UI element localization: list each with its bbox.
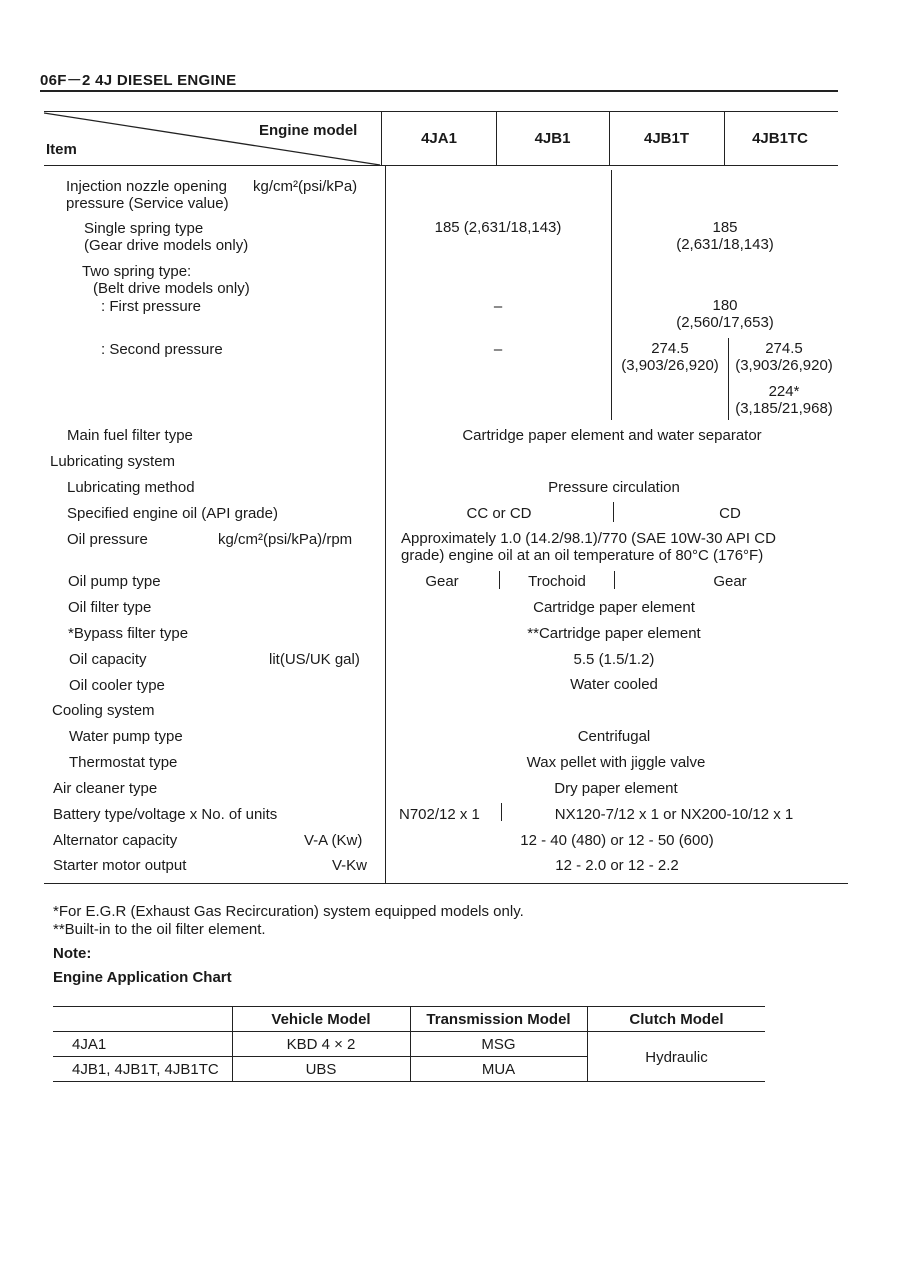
table-bottom-rule xyxy=(44,883,848,884)
chart-header-rule xyxy=(53,1031,765,1032)
corner-item: Item xyxy=(46,141,77,158)
col-header-4jb1tc: 4JB1TC xyxy=(752,130,808,147)
divider-4jb1-4jb1t-body xyxy=(611,170,612,420)
injection-unit: kg/cm²(psi/kPa) xyxy=(253,178,358,195)
bypass-filter-label: *Bypass filter type xyxy=(68,625,189,642)
thermostat-label: Thermostat type xyxy=(69,754,178,771)
main-fuel-filter-value: Cartridge paper element and water separator xyxy=(462,427,762,444)
oil-pressure-value-1: Approximately 1.0 (14.2/98.1)/770 (SAE 10W-30 API CD xyxy=(401,530,776,547)
col-header-4ja1: 4JA1 xyxy=(421,130,457,147)
header-rule xyxy=(40,90,838,92)
chart-row-transmission: MUA xyxy=(481,1061,516,1078)
chart-header-transmission: Transmission Model xyxy=(426,1011,571,1028)
oil-capacity-unit: lit(US/UK gal) xyxy=(269,651,360,668)
water-pump-value: Centrifugal xyxy=(577,728,651,745)
starter-unit: V-Kw xyxy=(332,857,368,874)
chart-clutch-value: Hydraulic xyxy=(645,1049,708,1066)
oil-cooler-label: Oil cooler type xyxy=(69,677,165,694)
second-pressure-4jb1tc-4: (3,185/21,968) xyxy=(735,400,833,417)
engine-oil-value-left: CC or CD xyxy=(466,505,532,522)
lubricating-method-value: Pressure circulation xyxy=(548,479,680,496)
single-spring-value-right-1: 185 xyxy=(712,219,738,236)
col-divider-item xyxy=(385,165,386,883)
battery-value-4ja1: N702/12 x 1 xyxy=(399,806,480,823)
chart-row-rule xyxy=(53,1056,587,1057)
chart-row-vehicle: KBD 4 × 2 xyxy=(286,1036,356,1053)
corner-engine-model: Engine model xyxy=(259,122,358,139)
application-chart-title: Engine Application Chart xyxy=(53,969,232,986)
second-pressure-4jb1t-1: 274.5 xyxy=(651,340,689,357)
engine-oil-label: Specified engine oil (API grade) xyxy=(67,505,278,522)
lubricating-method-label: Lubricating method xyxy=(67,479,195,496)
air-cleaner-label: Air cleaner type xyxy=(53,780,158,797)
alternator-value: 12 - 40 (480) or 12 - 50 (600) xyxy=(520,832,714,849)
chart-bottom-rule xyxy=(53,1081,765,1082)
engine-oil-value-right: CD xyxy=(719,505,741,522)
col-header-4jb1t: 4JB1T xyxy=(643,130,690,147)
chart-header-clutch: Clutch Model xyxy=(629,1011,724,1028)
chart-row-transmission: MSG xyxy=(481,1036,516,1053)
divider-oil-pump-b xyxy=(614,571,615,589)
chart-row-engine: 4JA1 xyxy=(72,1036,107,1053)
footnote-egr: *For E.G.R (Exhaust Gas Recircuration) system equipped models only. xyxy=(53,903,524,920)
single-spring-label-2: (Gear drive models only) xyxy=(84,237,249,254)
oil-pump-right: Gear xyxy=(713,573,747,590)
col-header-4jb1: 4JB1 xyxy=(534,130,571,147)
single-spring-value-left: 185 (2,631/18,143) xyxy=(434,219,562,236)
two-spring-label-2: (Belt drive models only) xyxy=(93,280,250,297)
second-pressure-4jb1tc-2: (3,903/26,920) xyxy=(735,357,833,374)
first-pressure-right-2: (2,560/17,653) xyxy=(676,314,774,331)
oil-capacity-label: Oil capacity xyxy=(69,651,147,668)
single-spring-label-1: Single spring type xyxy=(84,220,204,237)
lubricating-system-label: Lubricating system xyxy=(50,453,176,470)
footnote-builtin: **Built-in to the oil filter element. xyxy=(53,921,266,938)
oil-capacity-value: 5.5 (1.5/1.2) xyxy=(573,651,655,668)
battery-value-rest: NX120-7/12 x 1 or NX200-10/12 x 1 xyxy=(554,806,794,823)
second-pressure-4jb1tc-3: 224* xyxy=(768,383,800,400)
injection-label-line2: pressure (Service value) xyxy=(66,195,229,212)
oil-filter-label: Oil filter type xyxy=(68,599,152,616)
corner-diagonal xyxy=(44,111,384,167)
chart-header-vehicle: Vehicle Model xyxy=(271,1011,371,1028)
first-pressure-left: – xyxy=(493,298,503,315)
oil-pump-4jb1: Trochoid xyxy=(528,573,586,590)
page-title: 06F－2 4J DIESEL ENGINE xyxy=(40,72,237,89)
oil-pump-label: Oil pump type xyxy=(68,573,161,590)
chart-top-rule xyxy=(53,1006,765,1007)
oil-filter-value: Cartridge paper element xyxy=(533,599,695,616)
oil-pressure-unit: kg/cm²(psi/kPa)/rpm xyxy=(218,531,353,548)
oil-cooler-value: Water cooled xyxy=(570,676,658,693)
second-pressure-4jb1tc-1: 274.5 xyxy=(765,340,803,357)
first-pressure-label: : First pressure xyxy=(101,298,202,315)
chart-row-engine: 4JB1, 4JB1T, 4JB1TC xyxy=(72,1061,219,1078)
note-heading: Note: xyxy=(53,945,92,962)
second-pressure-4jb1t-2: (3,903/26,920) xyxy=(621,357,719,374)
starter-label: Starter motor output xyxy=(53,857,187,874)
divider-battery xyxy=(501,803,502,821)
chart-row-vehicle: UBS xyxy=(305,1061,337,1078)
second-pressure-label: : Second pressure xyxy=(101,341,223,358)
divider-engine-oil xyxy=(613,502,614,522)
cooling-system-label: Cooling system xyxy=(52,702,155,719)
single-spring-value-right-2: (2,631/18,143) xyxy=(676,236,774,253)
air-cleaner-value: Dry paper element xyxy=(554,780,678,797)
bypass-filter-value: **Cartridge paper element xyxy=(527,625,701,642)
thermostat-value: Wax pellet with jiggle valve xyxy=(526,754,706,771)
starter-value: 12 - 2.0 or 12 - 2.2 xyxy=(555,857,679,874)
alternator-unit: V-A (Kw) xyxy=(304,832,363,849)
injection-label-line1: Injection nozzle opening xyxy=(66,178,227,195)
divider-oil-pump-a xyxy=(499,571,500,589)
oil-pump-4ja1: Gear xyxy=(425,573,459,590)
first-pressure-right-1: 180 xyxy=(712,297,738,314)
two-spring-label-1: Two spring type: xyxy=(82,263,192,280)
water-pump-label: Water pump type xyxy=(69,728,183,745)
battery-label: Battery type/voltage x No. of units xyxy=(53,806,278,823)
col-divider-item-header xyxy=(381,111,382,165)
oil-pressure-label: Oil pressure xyxy=(67,531,148,548)
second-pressure-left: – xyxy=(493,341,503,358)
main-fuel-filter-label: Main fuel filter type xyxy=(67,427,193,444)
oil-pressure-value-2: grade) engine oil at an oil temperature of 80°C (176°F) xyxy=(401,547,764,564)
alternator-label: Alternator capacity xyxy=(53,832,178,849)
